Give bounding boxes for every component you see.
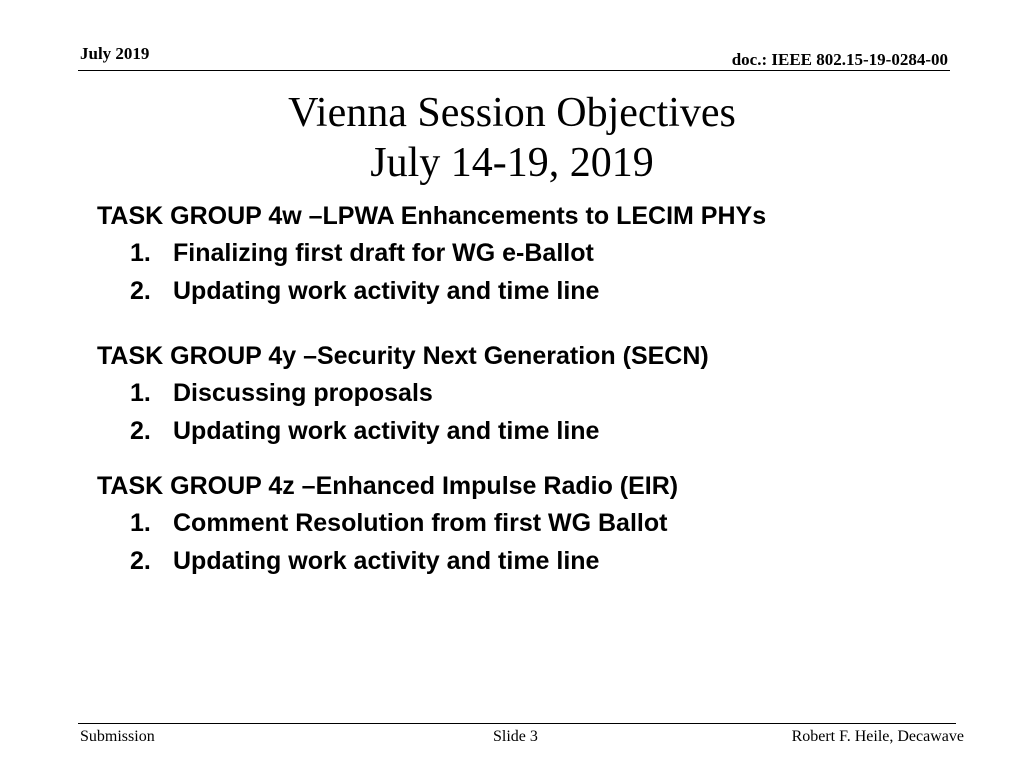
footer-slide-number: Slide 3 xyxy=(493,728,538,745)
footer-author: Robert F. Heile, Decawave xyxy=(791,728,964,745)
item-number: 2. xyxy=(130,547,151,575)
item-number: 2. xyxy=(130,417,151,445)
title-line-1: Vienna Session Objectives xyxy=(288,90,736,136)
header-divider xyxy=(78,70,950,71)
footer-submission: Submission xyxy=(80,728,155,745)
list-item xyxy=(97,374,977,412)
item-number: 1. xyxy=(130,239,151,267)
task-group-4y xyxy=(97,338,977,450)
item-text: Finalizing first draft for WG e-Ballot xyxy=(173,239,594,267)
list-item xyxy=(97,234,977,272)
list-item xyxy=(97,412,977,450)
list-item xyxy=(97,272,977,310)
header-doc-id: doc.: IEEE 802.15-19-0284-00 xyxy=(731,50,948,69)
item-text: Comment Resolution from first WG Ballot xyxy=(173,509,668,537)
item-text: Updating work activity and time line xyxy=(173,417,600,445)
header-date: July 2019 xyxy=(80,44,150,63)
item-number: 1. xyxy=(130,509,151,537)
task-group-4z xyxy=(97,468,977,580)
footer-divider xyxy=(78,723,956,724)
group-heading: TASK GROUP 4z –Enhanced Impulse Radio (EIR) xyxy=(97,472,679,500)
item-number: 2. xyxy=(130,277,151,305)
list-item xyxy=(97,542,977,580)
group-heading: TASK GROUP 4y –Security Next Generation (SECN) xyxy=(97,342,709,370)
slide-title xyxy=(0,88,1024,188)
list-item xyxy=(97,504,977,542)
item-text: Updating work activity and time line xyxy=(173,547,600,575)
item-number: 1. xyxy=(130,379,151,407)
slide-body xyxy=(97,198,977,580)
item-text: Discussing proposals xyxy=(173,379,433,407)
group-heading: TASK GROUP 4w –LPWA Enhancements to LECIM PHYs xyxy=(97,202,767,230)
title-line-2: July 14-19, 2019 xyxy=(370,140,654,186)
item-text: Updating work activity and time line xyxy=(173,277,600,305)
task-group-4w xyxy=(97,198,977,310)
